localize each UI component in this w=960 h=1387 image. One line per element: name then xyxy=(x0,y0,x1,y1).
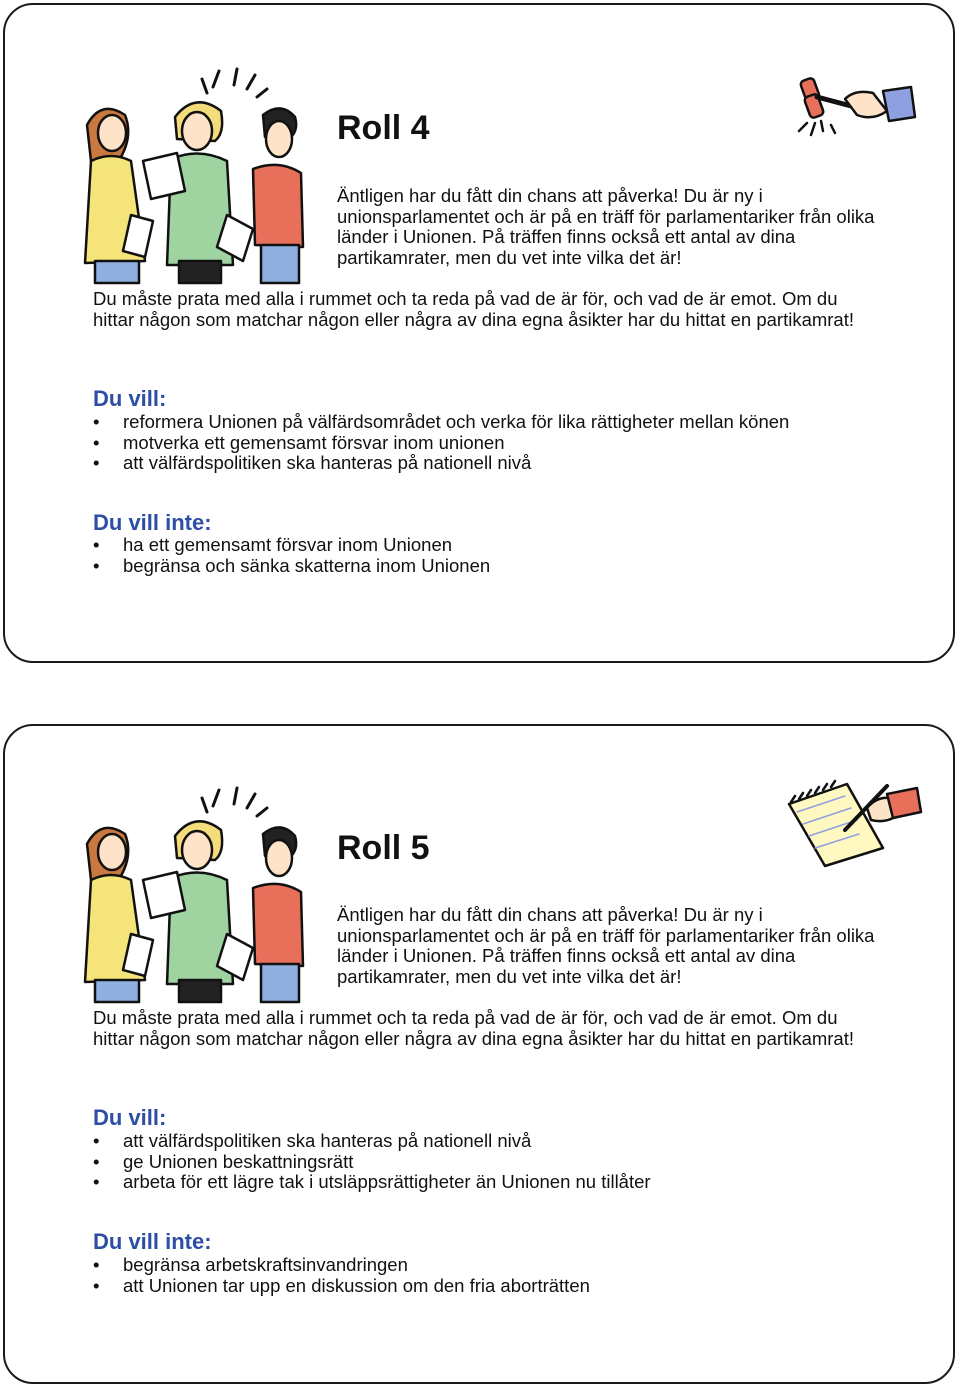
list-item: • motverka ett gemensamt försvar inom unionen xyxy=(93,433,789,454)
list-item: • arbeta för ett lägre tak i utsläppsrättigheter än Unionen nu tillåter xyxy=(93,1172,651,1193)
discussing-people-illustration xyxy=(67,784,317,1004)
list-item: • ha ett gemensamt försvar inom Unionen xyxy=(93,535,490,556)
role-card-5 xyxy=(3,724,955,1384)
wants-list xyxy=(93,412,789,474)
role-title: Roll 5 xyxy=(337,829,430,867)
list-item: • att Unionen tar upp en diskussion om den fria aborträtten xyxy=(93,1276,590,1297)
role-title: Roll 4 xyxy=(337,109,430,147)
not-wants-heading: Du vill inte: xyxy=(93,1229,212,1254)
instructions-text xyxy=(93,1008,883,1049)
wants-heading: Du vill: xyxy=(93,386,167,411)
not-wants-list xyxy=(93,1255,590,1296)
intro-text xyxy=(337,186,897,268)
list-item: • reformera Unionen på välfärdsområdet och verka för lika rättigheter mellan könen xyxy=(93,412,789,433)
intro-text xyxy=(337,905,897,987)
not-wants-heading: Du vill inte: xyxy=(93,510,212,535)
list-item: • begränsa arbetskraftsinvandringen xyxy=(93,1255,590,1276)
role-card-4 xyxy=(3,3,955,663)
wants-heading: Du vill: xyxy=(93,1105,167,1130)
not-wants-list xyxy=(93,535,490,576)
list-item: • att välfärdspolitiken ska hanteras på nationell nivå xyxy=(93,453,789,474)
writing-pen-icon xyxy=(783,778,923,868)
intro-paragraph: Äntligen har du fått din chans att påverka! Du är ny i unionsparlamentet och är på en träff för parlamentariker från olika länder i Unionen. På träffen finns också ett antal av dina partikamrater, men du vet inte vilka det är! xyxy=(337,185,875,268)
list-item: • ge Unionen beskattningsrätt xyxy=(93,1152,651,1173)
list-item: • att välfärdspolitiken ska hanteras på nationell nivå xyxy=(93,1131,651,1152)
intro-paragraph: Äntligen har du fått din chans att påverka! Du är ny i unionsparlamentet och är på en träff för parlamentariker från olika länder i Unionen. På träffen finns också ett antal av dina partikamrater, men du vet inte vilka det är! xyxy=(337,904,875,987)
gavel-icon xyxy=(795,65,925,145)
wants-list xyxy=(93,1131,651,1193)
list-item: • begränsa och sänka skatterna inom Unionen xyxy=(93,556,490,577)
instructions-text xyxy=(93,289,883,330)
instructions-paragraph: Du måste prata med alla i rummet och ta reda på vad de är för, och vad de är emot. Om du hittar någon som matchar någon eller några av dina egna åsikter har du hittat en partikamrat! xyxy=(93,1007,854,1049)
discussing-people-illustration xyxy=(67,65,317,285)
instructions-paragraph: Du måste prata med alla i rummet och ta reda på vad de är för, och vad de är emot. Om du hittar någon som matchar någon eller några av dina egna åsikter har du hittat en partikamrat! xyxy=(93,288,854,330)
